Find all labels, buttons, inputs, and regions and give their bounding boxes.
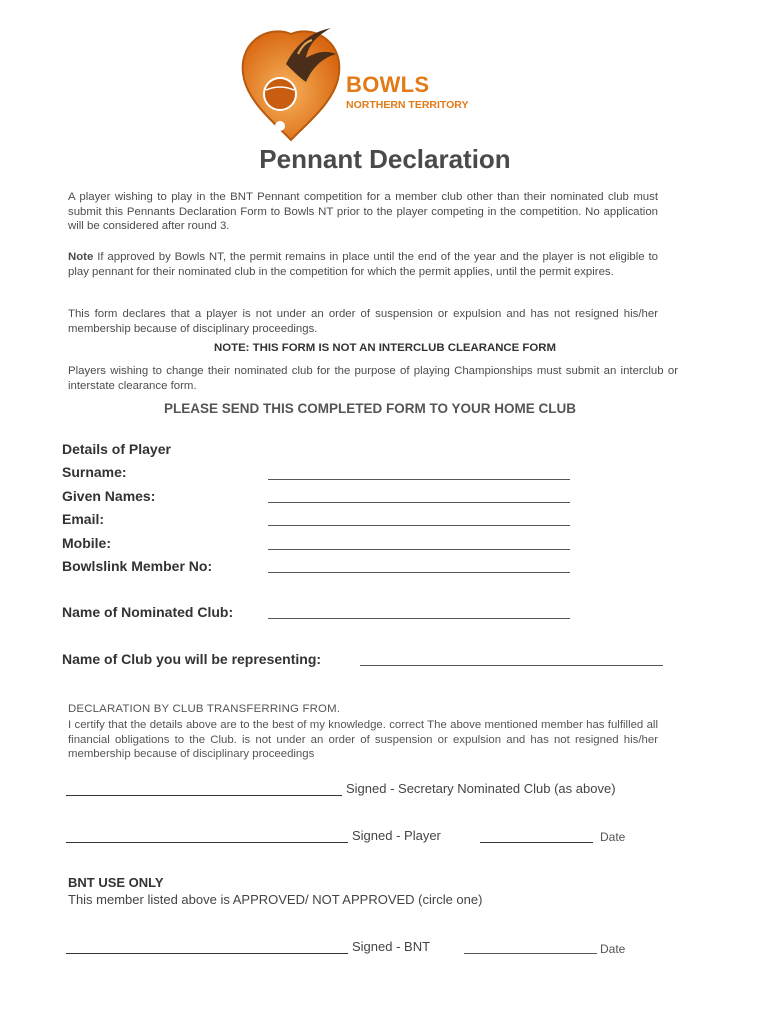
mobile-label: Mobile: [62, 535, 111, 551]
bnt-date-label: Date [600, 942, 626, 956]
note-label: Note [68, 251, 94, 263]
brand-region: NORTHERN TERRITORY [346, 99, 469, 111]
mobile-field[interactable] [268, 549, 570, 550]
player-date-label: Date [600, 830, 626, 844]
suspension-text: This form declares that a player is not under an order of suspension or expulsion and has not resigned his/her membership because of disciplinary proceedings. [68, 308, 658, 335]
declaration-text: I certify that the details above are to the best of my knowledge. correct The above mentioned member has fulfilled all financial obligations to the Club. is not under an order of suspension or expulsion and has not resigned his/her membership because of disciplinary proceedings [68, 719, 658, 761]
bnt-use-text: This member listed above is APPROVED/ NOT APPROVED (circle one) [68, 892, 483, 907]
championships-text: Players wishing to change their nominated club for the purpose of playing Championships must submit an interclub or interstate clearance form. [68, 365, 678, 392]
representing-club-field[interactable] [360, 665, 663, 666]
given-names-field[interactable] [268, 502, 570, 503]
nominated-club-label: Name of Nominated Club: [62, 604, 234, 620]
email-field[interactable] [268, 525, 570, 526]
brand-name: BOWLS [346, 72, 430, 97]
nominated-club-field[interactable] [268, 618, 570, 619]
surname-label: Surname: [62, 464, 127, 480]
player-signature-line[interactable] [66, 842, 348, 843]
interclub-note: NOTE: THIS FORM IS NOT AN INTERCLUB CLEARANCE FORM [214, 342, 556, 354]
member-no-label: Bowlslink Member No: [62, 558, 213, 574]
secretary-signature-label: Signed - Secretary Nominated Club (as above) [346, 781, 616, 796]
representing-club-label: Name of Club you will be representing: [62, 651, 322, 667]
bnt-signature-label: Signed - BNT [352, 939, 431, 954]
intro-text: A player wishing to play in the BNT Pennant competition for a member club other than their nominated club must submit this Pennants Declaration Form to Bowls NT prior to the player competing in the competition. No application will be considered after round 3. [68, 191, 658, 233]
email-label: Email: [62, 511, 105, 527]
surname-field[interactable] [268, 479, 570, 480]
player-signature-label: Signed - Player [352, 828, 441, 843]
secretary-signature-line[interactable] [66, 795, 342, 796]
player-date-line[interactable] [480, 842, 593, 843]
bnt-use-heading: BNT USE ONLY [68, 875, 164, 890]
send-instruction: PLEASE SEND THIS COMPLETED FORM TO YOUR HOME CLUB [163, 401, 577, 416]
bnt-signature-line[interactable] [66, 953, 348, 954]
declaration-heading: DECLARATION BY CLUB TRANSFERRING FROM. [68, 703, 341, 715]
details-heading: Details of Player [62, 441, 171, 457]
page-title: Pennant Declaration [259, 144, 511, 174]
bnt-date-line[interactable] [464, 953, 597, 954]
note-text: If approved by Bowls NT, the permit remains in place until the end of the year and the player is not eligible to play pennant for their nominated club in the competition for which the permit applies, until the permit expires. [68, 251, 658, 278]
member-no-field[interactable] [268, 572, 570, 573]
given-names-label: Given Names: [62, 488, 156, 504]
note-paragraph [68, 250, 658, 279]
